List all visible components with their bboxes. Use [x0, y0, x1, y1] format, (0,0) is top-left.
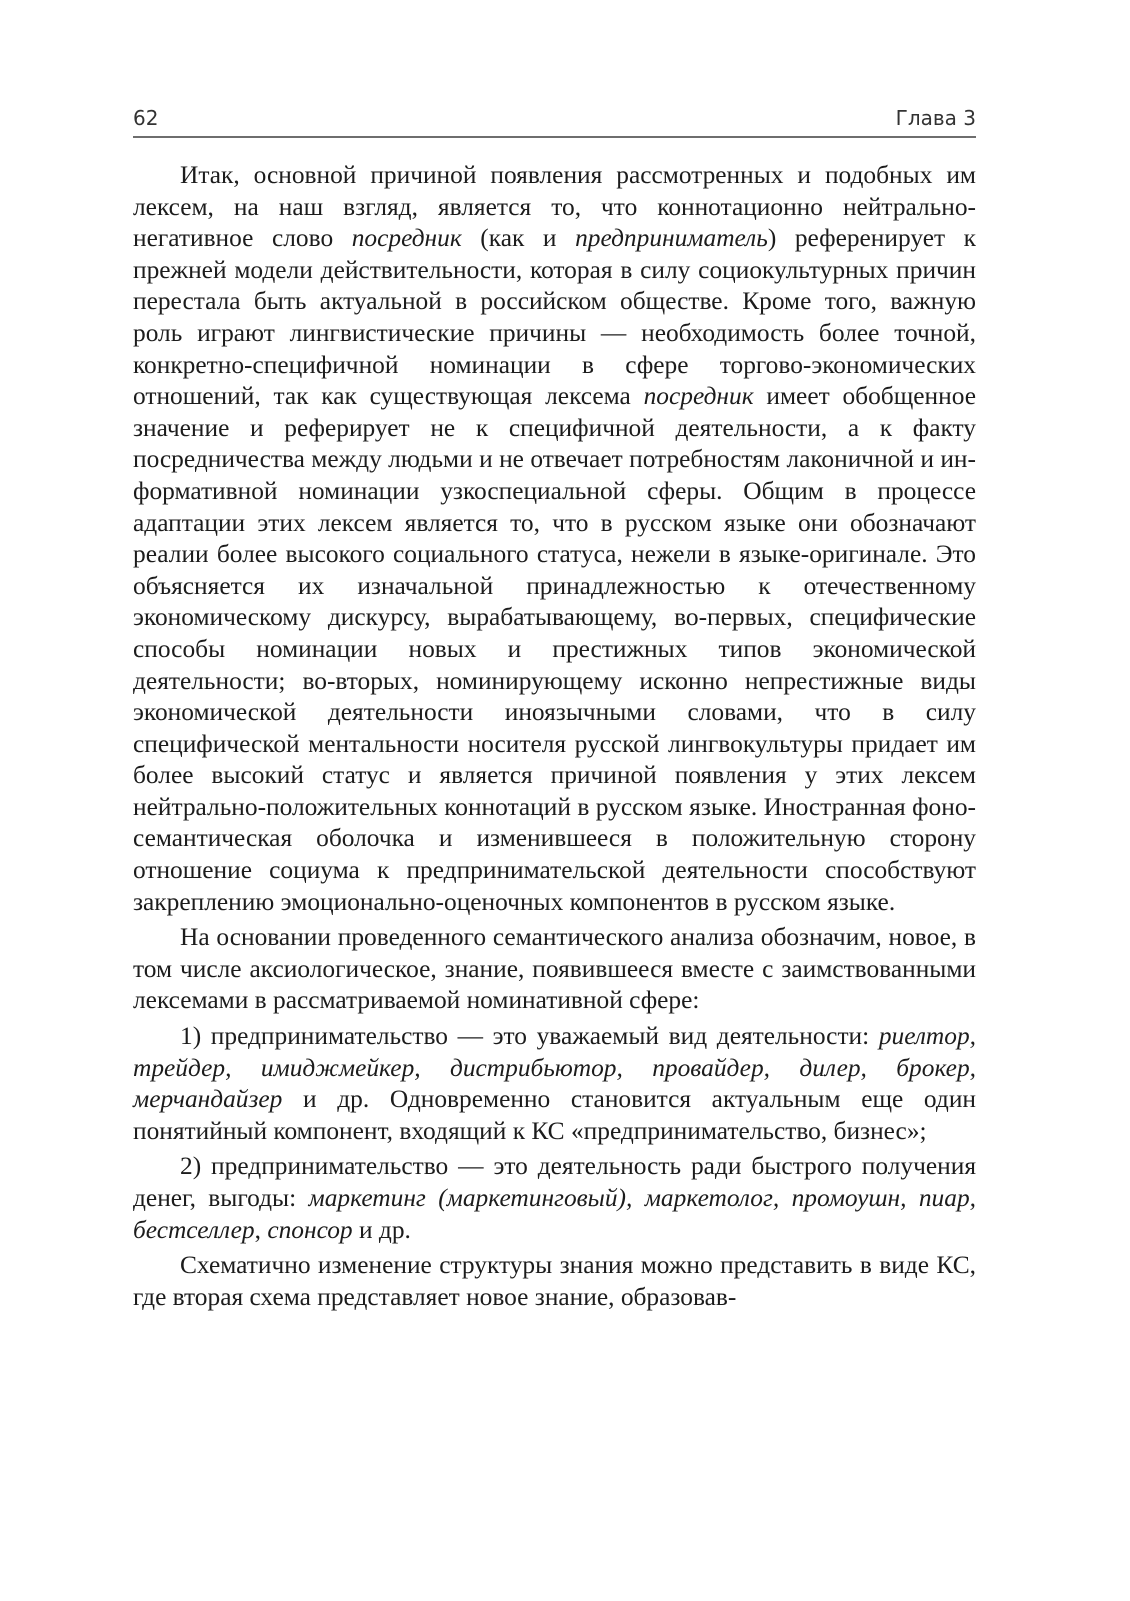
paragraph-3 — [133, 1250, 976, 1313]
paragraph-2 — [133, 922, 976, 1017]
running-header — [133, 100, 976, 138]
text-run: , — [254, 1215, 268, 1244]
text-run: и др. — [352, 1215, 411, 1244]
chapter-label: Глава 3 — [895, 106, 976, 130]
page-number: 62 — [133, 106, 159, 130]
body-text — [133, 160, 976, 1313]
italic-term: спонсор — [267, 1215, 353, 1244]
text-run: Схематично изменение структуры знания можно представить в виде КС, где вторая схема представляет новое знание, образовав- — [133, 1251, 976, 1311]
list-item-2 — [133, 1151, 976, 1246]
book-page — [133, 100, 976, 1313]
italic-term: посредник — [351, 224, 462, 253]
italic-term: посредник — [643, 382, 754, 411]
text-run: (как и — [461, 224, 576, 253]
text-run: 2) предпринимательство — это деятельность ради быстрого получения денег, выгоды: — [133, 1152, 976, 1212]
text-run: 1) предпринимательство — это уважаемый вид деятельности: — [180, 1022, 879, 1051]
paragraph-1 — [133, 160, 976, 918]
text-run: и др. Одновременно становится актуальным еще один понятийный компонент, входящий к КС «предпринимательство, бизнес»; — [133, 1085, 976, 1145]
text-run: имеет обобщенное значение и реферирует не к специфичной деятельности, а к факту посредничества между людьми и не отвечает потребностям лаконичной и информативной номинации узкоспециальной сферы. Общим в процессе адаптации этих лексем является то, что в русском языке они обозначают реалии более высокого социального статуса, нежели в языке-оригинале. Это объясняется их изначальной принадлежностью к отечественному экономическому дискурсу, вырабатывающему, во-первых, специфические способы номинации новых и престижных типов экономической деятельности; во-вторых, номинирующему исконно непрестижные виды экономической деятельности иноязычными словами, что в силу специфической ментальности носителя русской лингвокультуры придает им более высокий статус и является причиной появления у этих лексем нейтрально-положительных коннотаций в русском языке. Иностранная фоносемантическая оболочка и изменившееся в положительную сторону отношение социума к предпринимательской деятельности способствуют закреплению эмоционально-оценочных компонентов в русском языке. — [133, 382, 976, 916]
text-run: ) референирует к прежней модели действительности, которая в силу социокультурных причин перестала быть актуальной в российском обществе. Кроме того, важную роль играют лингвистические причины — необходимость более точной, конкретно-специфичной номинации в сфере торгово-экономических отношений, так как существующая лексема — [133, 224, 976, 411]
list-item-1 — [133, 1021, 976, 1147]
italic-term-list: риелтор, трейдер, имиджмейкер, дистрибьютор, провайдер, дилер, брокер, мерчандайзер — [133, 1022, 976, 1114]
italic-term-list: маркетинг (маркетинговый), маркетолог, промоушн, пиар, бестселлер — [133, 1184, 976, 1244]
italic-term: предприниматель — [575, 224, 768, 253]
text-run: Итак, основной причиной появления рассмотренных и подобных им лексем, на наш взгляд, является то, что коннотационно нейтрально-негативное слово — [133, 161, 976, 253]
text-run: На основании проведенного семантического анализа обозначим, новое, в том числе аксиологическое, знание, появившееся вместе с заимствованными лексемами в рассматриваемой номинативной сфере: — [133, 923, 976, 1015]
